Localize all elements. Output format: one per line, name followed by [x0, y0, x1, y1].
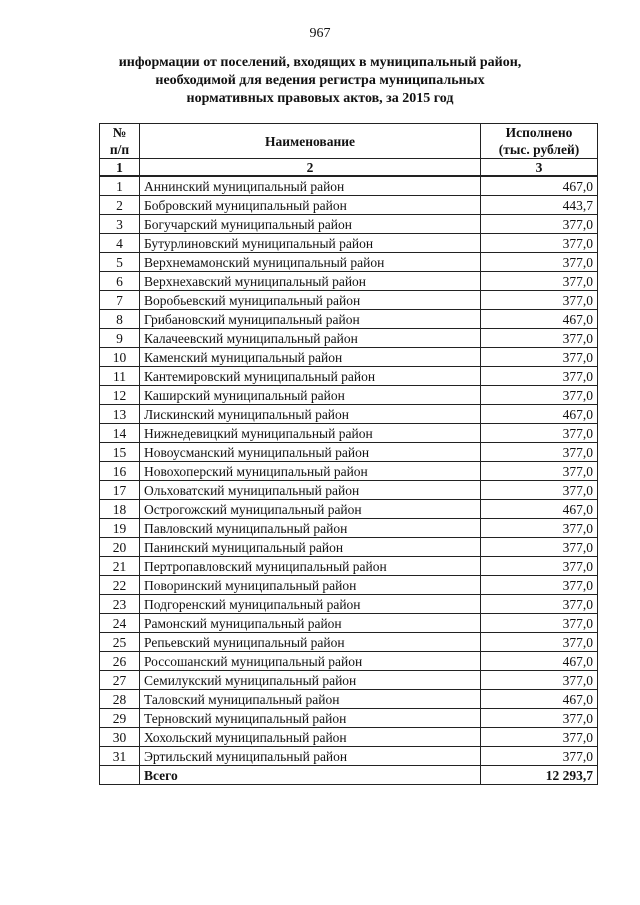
row-value: 377,0 — [481, 519, 598, 538]
row-number: 21 — [100, 557, 140, 576]
table-row — [100, 709, 598, 728]
table-row — [100, 424, 598, 443]
header-value-line-1: Исполнено — [505, 125, 573, 140]
total-label: Всего — [140, 766, 481, 785]
table-row — [100, 747, 598, 766]
column-number-row — [100, 159, 598, 177]
row-name: Новоусманский муниципальный район — [140, 443, 481, 462]
row-name: Рамонский муниципальный район — [140, 614, 481, 633]
row-name: Богучарский муниципальный район — [140, 215, 481, 234]
row-number: 3 — [100, 215, 140, 234]
row-name: Каширский муниципальный район — [140, 386, 481, 405]
table-row — [100, 652, 598, 671]
total-number-cell — [100, 766, 140, 785]
row-value: 377,0 — [481, 253, 598, 272]
row-number: 26 — [100, 652, 140, 671]
table-row — [100, 386, 598, 405]
table-row — [100, 576, 598, 595]
table-row — [100, 614, 598, 633]
heading-line-2: необходимой для ведения регистра муниципальных — [155, 73, 485, 88]
total-row — [100, 766, 598, 785]
row-value: 467,0 — [481, 176, 598, 196]
table-header-row — [100, 124, 598, 159]
table-row — [100, 253, 598, 272]
row-value: 377,0 — [481, 595, 598, 614]
table-row — [100, 519, 598, 538]
row-value: 377,0 — [481, 291, 598, 310]
row-number: 29 — [100, 709, 140, 728]
row-number: 15 — [100, 443, 140, 462]
row-name: Новохоперский муниципальный район — [140, 462, 481, 481]
column-number: 3 — [481, 159, 598, 177]
row-name: Грибановский муниципальный район — [140, 310, 481, 329]
row-name: Бутурлиновский муниципальный район — [140, 234, 481, 253]
column-number: 2 — [140, 159, 481, 177]
row-number: 11 — [100, 367, 140, 386]
row-name: Хохольский муниципальный район — [140, 728, 481, 747]
table-row — [100, 329, 598, 348]
table-body — [100, 176, 598, 766]
row-value: 377,0 — [481, 234, 598, 253]
heading-line-3: нормативных правовых актов, за 2015 год — [186, 91, 454, 106]
row-value: 377,0 — [481, 272, 598, 291]
row-value: 377,0 — [481, 728, 598, 747]
row-value: 377,0 — [481, 443, 598, 462]
row-number: 18 — [100, 500, 140, 519]
table-row — [100, 481, 598, 500]
row-number: 24 — [100, 614, 140, 633]
row-name: Семилукский муниципальный район — [140, 671, 481, 690]
row-number: 14 — [100, 424, 140, 443]
row-number: 17 — [100, 481, 140, 500]
row-name: Эртильский муниципальный район — [140, 747, 481, 766]
row-number: 30 — [100, 728, 140, 747]
header-number-line-2: п/п — [109, 142, 130, 157]
row-name: Верхнемамонский муниципальный район — [140, 253, 481, 272]
row-value: 377,0 — [481, 633, 598, 652]
row-name: Нижнедевицкий муниципальный район — [140, 424, 481, 443]
row-number: 25 — [100, 633, 140, 652]
row-name: Лискинский муниципальный район — [140, 405, 481, 424]
row-value: 377,0 — [481, 576, 598, 595]
row-name: Кантемировский муниципальный район — [140, 367, 481, 386]
row-number: 6 — [100, 272, 140, 291]
row-name: Ольховатский муниципальный район — [140, 481, 481, 500]
page-number: 967 — [309, 26, 331, 41]
row-value: 467,0 — [481, 310, 598, 329]
header-value-line-2: (тыс. рублей) — [498, 142, 580, 157]
header-number — [100, 124, 140, 159]
row-number: 16 — [100, 462, 140, 481]
row-number: 27 — [100, 671, 140, 690]
table-row — [100, 633, 598, 652]
report-table — [99, 123, 598, 785]
row-value: 467,0 — [481, 405, 598, 424]
row-value: 377,0 — [481, 348, 598, 367]
table-row — [100, 348, 598, 367]
table-row — [100, 538, 598, 557]
row-value: 377,0 — [481, 671, 598, 690]
row-number: 9 — [100, 329, 140, 348]
row-name: Россошанский муниципальный район — [140, 652, 481, 671]
row-value: 377,0 — [481, 215, 598, 234]
header-number-line-1: № — [112, 125, 127, 140]
row-name: Терновский муниципальный район — [140, 709, 481, 728]
table-row — [100, 690, 598, 709]
row-name: Калачеевский муниципальный район — [140, 329, 481, 348]
table-row — [100, 215, 598, 234]
row-number: 23 — [100, 595, 140, 614]
row-value: 377,0 — [481, 367, 598, 386]
table-row — [100, 500, 598, 519]
table-row — [100, 405, 598, 424]
table-row — [100, 671, 598, 690]
row-value: 377,0 — [481, 747, 598, 766]
row-name: Таловский муниципальный район — [140, 690, 481, 709]
row-value: 377,0 — [481, 538, 598, 557]
table-row — [100, 272, 598, 291]
row-name: Пертропавловский муниципальный район — [140, 557, 481, 576]
table-row — [100, 310, 598, 329]
row-value: 467,0 — [481, 500, 598, 519]
row-value: 377,0 — [481, 329, 598, 348]
row-value: 443,7 — [481, 196, 598, 215]
row-number: 31 — [100, 747, 140, 766]
row-number: 4 — [100, 234, 140, 253]
row-number: 8 — [100, 310, 140, 329]
row-number: 10 — [100, 348, 140, 367]
header-name: Наименование — [140, 124, 481, 159]
column-number: 1 — [100, 159, 140, 177]
row-name: Острогожский муниципальный район — [140, 500, 481, 519]
row-number: 7 — [100, 291, 140, 310]
table-row — [100, 176, 598, 196]
table-row — [100, 234, 598, 253]
table-row — [100, 291, 598, 310]
row-name: Верхнехавский муниципальный район — [140, 272, 481, 291]
header-value — [481, 124, 598, 159]
row-value: 377,0 — [481, 481, 598, 500]
row-name: Подгоренский муниципальный район — [140, 595, 481, 614]
row-value: 467,0 — [481, 652, 598, 671]
row-number: 19 — [100, 519, 140, 538]
row-value: 467,0 — [481, 690, 598, 709]
row-name: Репьевский муниципальный район — [140, 633, 481, 652]
row-value: 377,0 — [481, 386, 598, 405]
table-row — [100, 595, 598, 614]
table-row — [100, 557, 598, 576]
row-number: 1 — [100, 176, 140, 196]
row-name: Аннинский муниципальный район — [140, 176, 481, 196]
row-name: Павловский муниципальный район — [140, 519, 481, 538]
row-name: Каменский муниципальный район — [140, 348, 481, 367]
row-number: 22 — [100, 576, 140, 595]
table-row — [100, 367, 598, 386]
row-name: Панинский муниципальный район — [140, 538, 481, 557]
heading-line-1: информации от поселений, входящих в муниципальный район, — [118, 55, 522, 70]
table-row — [100, 443, 598, 462]
row-number: 2 — [100, 196, 140, 215]
row-value: 377,0 — [481, 614, 598, 633]
row-number: 13 — [100, 405, 140, 424]
row-name: Поворинский муниципальный район — [140, 576, 481, 595]
row-number: 20 — [100, 538, 140, 557]
table-row — [100, 462, 598, 481]
row-value: 377,0 — [481, 557, 598, 576]
table-row — [100, 196, 598, 215]
row-value: 377,0 — [481, 709, 598, 728]
table-row — [100, 728, 598, 747]
row-number: 28 — [100, 690, 140, 709]
row-number: 12 — [100, 386, 140, 405]
row-value: 377,0 — [481, 462, 598, 481]
total-value: 12 293,7 — [481, 766, 598, 785]
row-name: Бобровский муниципальный район — [140, 196, 481, 215]
row-value: 377,0 — [481, 424, 598, 443]
row-name: Воробьевский муниципальный район — [140, 291, 481, 310]
row-number: 5 — [100, 253, 140, 272]
document-heading — [60, 54, 580, 108]
